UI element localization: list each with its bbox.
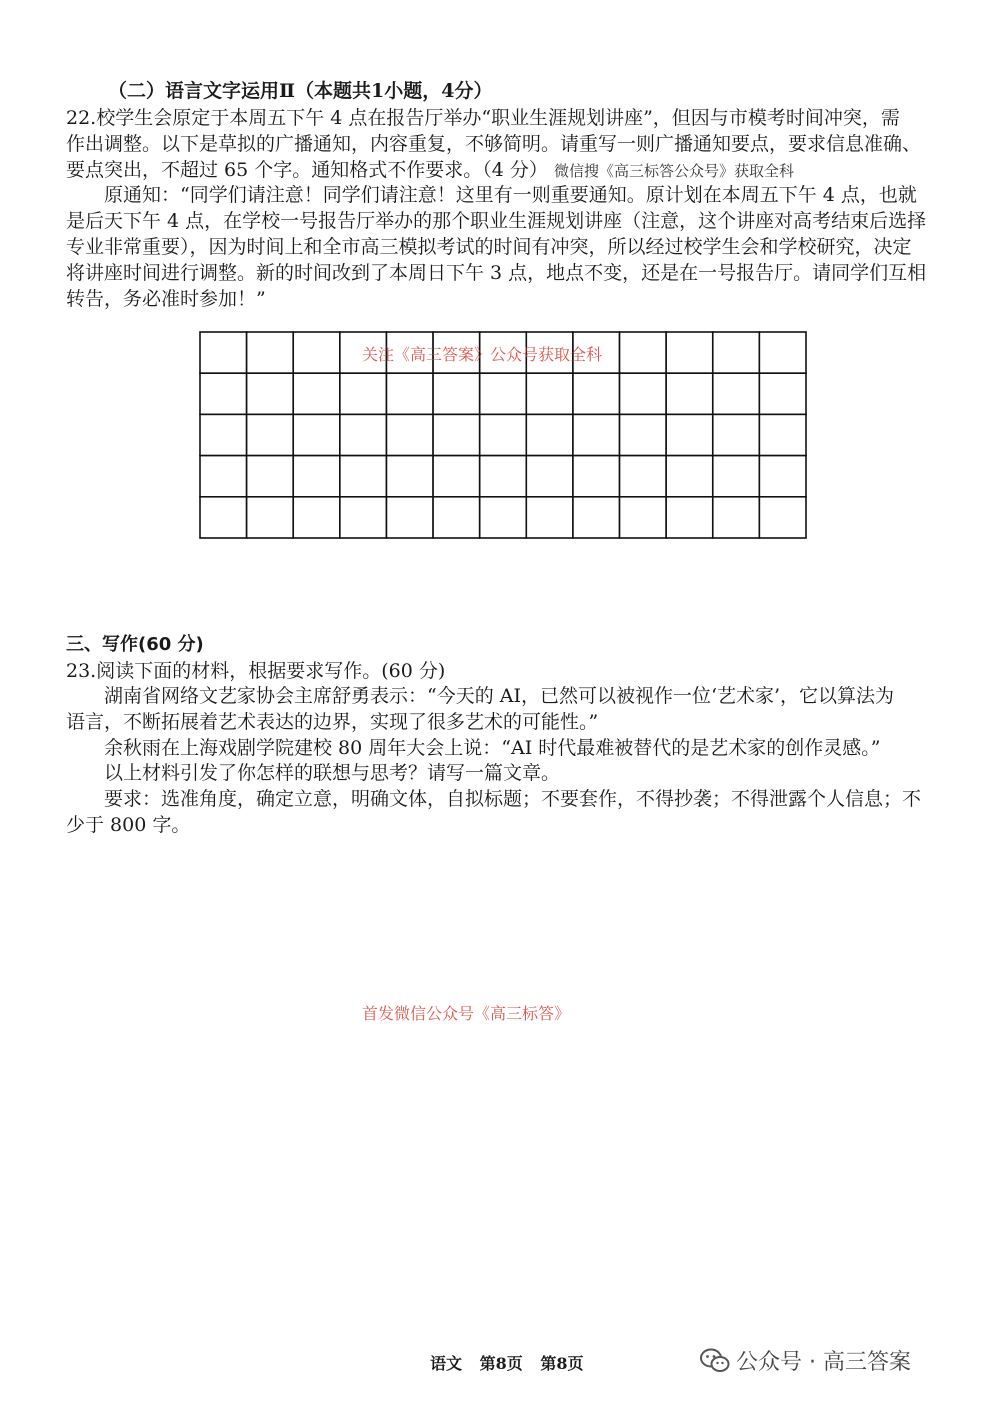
grid-cell[interactable]: [293, 456, 340, 497]
grid-cell[interactable]: [433, 456, 480, 497]
grid-cell[interactable]: [480, 373, 527, 414]
grid-cell[interactable]: [759, 497, 806, 538]
section3-heading: 三、写作(60 分): [66, 634, 204, 655]
q23-line-6: 要求：选准角度，确定立意，明确文体，自拟标题；不要套作，不得抄袭；不得泄露个人信息；不: [104, 788, 922, 810]
grid-cell[interactable]: [620, 456, 667, 497]
brand-text: 公众号 · 高三答案: [736, 1350, 911, 1375]
grid-cell[interactable]: [759, 332, 806, 373]
q22-line-1: 22.校学生会原定于本周五下午 4 点在报告厅举办“职业生涯规划讲座”，但因与市模考时间冲突，需: [66, 107, 900, 129]
grid-cell[interactable]: [340, 414, 387, 455]
grid-cell[interactable]: [247, 497, 294, 538]
grid-cell[interactable]: [247, 373, 294, 414]
grid-cell[interactable]: [247, 414, 294, 455]
grid-cell[interactable]: [480, 497, 527, 538]
grid-cell[interactable]: [386, 373, 433, 414]
grid-cell[interactable]: [340, 497, 387, 538]
grid-cell[interactable]: [340, 373, 387, 414]
grid-cell[interactable]: [713, 373, 760, 414]
grid-cell[interactable]: [713, 497, 760, 538]
grid-cell[interactable]: [713, 332, 760, 373]
footer-subject: 语文: [430, 1354, 463, 1373]
notice-line-5: 转告，务必准时参加！”: [66, 288, 266, 310]
grid-cell[interactable]: [386, 414, 433, 455]
grid-cell[interactable]: [200, 414, 247, 455]
footer-page: 第8页: [479, 1354, 523, 1373]
grid-cell[interactable]: [433, 497, 480, 538]
grid-cell[interactable]: [386, 456, 433, 497]
notice-line-2: 是后天下午 4 点，在学校一号报告厅举办的那个职业生涯规划讲座（注意，这个讲座对高考结束后选择: [66, 210, 927, 232]
grid-cell[interactable]: [759, 456, 806, 497]
q22-line-3: [66, 157, 794, 184]
grid-cell[interactable]: [480, 414, 527, 455]
grid-cell[interactable]: [666, 373, 713, 414]
page-footer: [430, 1351, 595, 1374]
grid-cell[interactable]: [759, 373, 806, 414]
brand-badge: [700, 1345, 911, 1376]
grid-watermark: 关注《高三答案》公众号获取全科: [362, 345, 603, 364]
grid-cell[interactable]: [386, 497, 433, 538]
notice-line-1: 原通知：“同学们请注意！同学们请注意！这里有一则重要通知。原计划在本周五下午 4 点，也就: [104, 184, 917, 206]
grid-cell[interactable]: [200, 456, 247, 497]
grid-cell[interactable]: [713, 414, 760, 455]
q23-line-4: 余秋雨在上海戏剧学院建校 80 周年大会上说：“AI 时代最难被替代的是艺术家的创作灵感。”: [104, 737, 881, 759]
grid-cell[interactable]: [200, 497, 247, 538]
grid-cell[interactable]: [526, 373, 573, 414]
q22-line-2: 作出调整。以下是草拟的广播通知，内容重复，不够简明。请重写一则广播通知要点，要求信息准确、: [66, 133, 922, 155]
grid-cell[interactable]: [573, 414, 620, 455]
section-heading: （二）语言文字运用Ⅱ（本题共1小题，4分）: [108, 80, 493, 102]
grid-cell[interactable]: [293, 373, 340, 414]
grid-cell[interactable]: [293, 414, 340, 455]
grid-cell[interactable]: [713, 456, 760, 497]
grid-cell[interactable]: [573, 456, 620, 497]
q22-line-3-text: 要点突出，不超过 65 个字。通知格式不作要求。（4 分）: [66, 159, 548, 181]
grid-cell[interactable]: [620, 332, 667, 373]
middle-watermark: 首发微信公众号《高三标答》: [362, 1004, 571, 1023]
grid-cell[interactable]: [620, 497, 667, 538]
grid-cell[interactable]: [433, 414, 480, 455]
notice-line-3: 专业非常重要），因为时间上和全市高三模拟考试的时间有冲突，所以经过校学生会和学校研究，决定: [66, 236, 912, 258]
grid-cell[interactable]: [666, 414, 713, 455]
grid-cell[interactable]: [293, 497, 340, 538]
grid-cell[interactable]: [666, 497, 713, 538]
grid-cell[interactable]: [433, 373, 480, 414]
grid-cell[interactable]: [340, 456, 387, 497]
grid-cell[interactable]: [526, 497, 573, 538]
grid-cell[interactable]: [526, 414, 573, 455]
grid-cell[interactable]: [573, 497, 620, 538]
wechat-icon: [700, 1348, 730, 1374]
grid-cell[interactable]: [200, 373, 247, 414]
q22-inline-watermark: 微信搜《高三标答公众号》获取全科: [553, 162, 794, 180]
grid-cell[interactable]: [200, 332, 247, 373]
grid-cell[interactable]: [480, 456, 527, 497]
footer-total: 第8页: [540, 1354, 584, 1373]
q23-line-2: 湖南省网络文艺家协会主席舒勇表示：“今天的 AI，已然可以被视作一位‘艺术家’，它以算法为: [104, 685, 895, 707]
grid-cell[interactable]: [620, 373, 667, 414]
grid-cell[interactable]: [526, 456, 573, 497]
notice-line-4: 将讲座时间进行调整。新的时间改到了本周日下午 3 点，地点不变，还是在一号报告厅。请同学们互相: [66, 262, 927, 284]
grid-cell[interactable]: [620, 414, 667, 455]
grid-cell[interactable]: [666, 456, 713, 497]
grid-cell[interactable]: [573, 373, 620, 414]
q23-line-3: 语言，不断拓展着艺术表达的边界，实现了很多艺术的可能性。”: [66, 711, 599, 733]
grid-cell[interactable]: [247, 456, 294, 497]
q23-line-1: 23.阅读下面的材料，根据要求写作。(60 分): [66, 660, 446, 682]
grid-cell[interactable]: [293, 332, 340, 373]
grid-cell[interactable]: [666, 332, 713, 373]
q23-line-7: 少于 800 字。: [66, 814, 191, 836]
grid-cell[interactable]: [759, 414, 806, 455]
q23-line-5: 以上材料引发了你怎样的联想与思考？请写一篇文章。: [104, 762, 561, 784]
grid-cell[interactable]: [247, 332, 294, 373]
